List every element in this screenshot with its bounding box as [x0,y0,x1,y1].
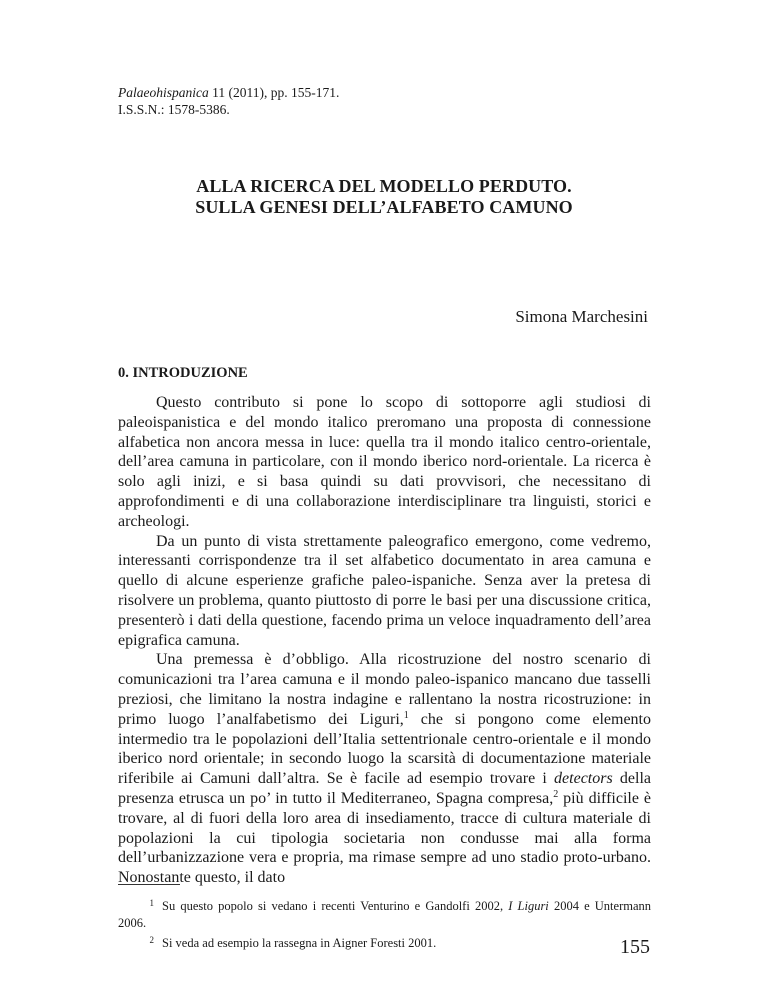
paragraph-3-part-a: Una premessa è d’obbligo. Alla ricostruzione del nostro scenario di comunicazioni tra l’area camuna e il mondo paleo-ispanico mancano due tasselli preziosi, che limitano la nostra indagine e rallentano la nostra ricostruzione: in primo luogo l’analfabetismo dei Liguri, [118,651,651,728]
footnote-2 [118,932,651,952]
paragraph-3-part-b: che si pongono come elemento intermedio tra le popolazioni dell’Italia settentrionale centro-orientale e il mondo iberico nord orientale; in secondo luogo la scarsità di documentazione materiale riferibile ai Camuni dall’altra. Se è facile ad esempio trovare i [118,710,652,788]
article-title [0,176,768,218]
footnote-2-number: 2 [149,935,154,945]
paragraph-1: Questo contributo si pone lo scopo di sottoporre agli studiosi di paleoispanistica e del mondo italico preromano una proposta di connessione alfabetica non ancora messa in luce: quella tra il mondo italico centro-orientale, dell’area camuna in particolare, con il mondo iberico nord-orientale. La ricerca è solo agli inizi, e si basa quindi su dati provvisori, che necessitano di approfondimenti e di una collaborazione interdisciplinare tra linguisti, storici e archeologi. [118,394,651,530]
page-number: 155 [620,936,650,958]
footnote-1-number: 1 [149,898,154,908]
paragraph-3 [118,650,651,888]
italic-term: detectors [554,770,613,788]
section-heading [118,365,248,382]
footnote-1-italic: I Liguri [508,899,549,913]
section-number: 0. I [118,365,139,381]
footnote-1 [118,895,651,932]
footnote-divider [118,884,180,885]
footnote-2-text: Si veda ad esempio la rassegna in Aigner Foresti 2001. [162,936,437,950]
footnote-ref-2[interactable]: 2 [553,788,559,800]
footnote-1-text-b: 2004 e Untermann 2006. [118,899,652,930]
paragraph-3-part-c: della presenza etrusca un po’ in tutto il Mediterraneo, Spagna compresa, [118,770,652,807]
author-name: Simona Marchesini [515,307,648,326]
title-line-2: SULLA GENESI DELL’ALFABETO CAMUNO [195,197,573,217]
volume-pages: 11 (2011), pp. 155-171. [208,85,340,100]
section-title: NTRODUZIONE [138,365,248,381]
footnote-1-text-a: Su questo popolo si vedano i recenti Venturino e Gandolfi 2002, [162,899,509,913]
journal-header [118,84,339,118]
citation-line [118,84,339,101]
footnotes [118,895,651,952]
issn-line: I.S.S.N.: 1578-5386. [118,102,230,117]
paragraph-3-part-d: più difficile è trovare, al di fuori della loro area di insediamento, tracce di cultura materiale di popolazioni la cui tipologia societaria non condusse mai alla forma dell’urbanizzazione vera e propria, ma rimase sempre ad uno stadio proto-urbano. Nonostante questo, il dato [118,789,651,887]
paragraph-2: Da un punto di vista strettamente paleografico emergono, come vedremo, interessanti corrispondenze tra il set alfabetico documentato in area camuna e quello di alcune esperienze grafiche paleo-ispaniche. Senza aver la pretesa di risolvere un problema, quanto piuttosto di porre le basi per una discussione critica, presenterò i dati della questione, facendo prima un veloce inquadramento dell’area epigrafica camuna. [118,532,651,649]
journal-name: Palaeohispanica [118,85,209,100]
title-line-1: ALLA RICERCA DEL MODELLO PERDUTO. [196,176,572,196]
body-text [118,393,651,888]
footnote-ref-1[interactable]: 1 [403,709,409,721]
